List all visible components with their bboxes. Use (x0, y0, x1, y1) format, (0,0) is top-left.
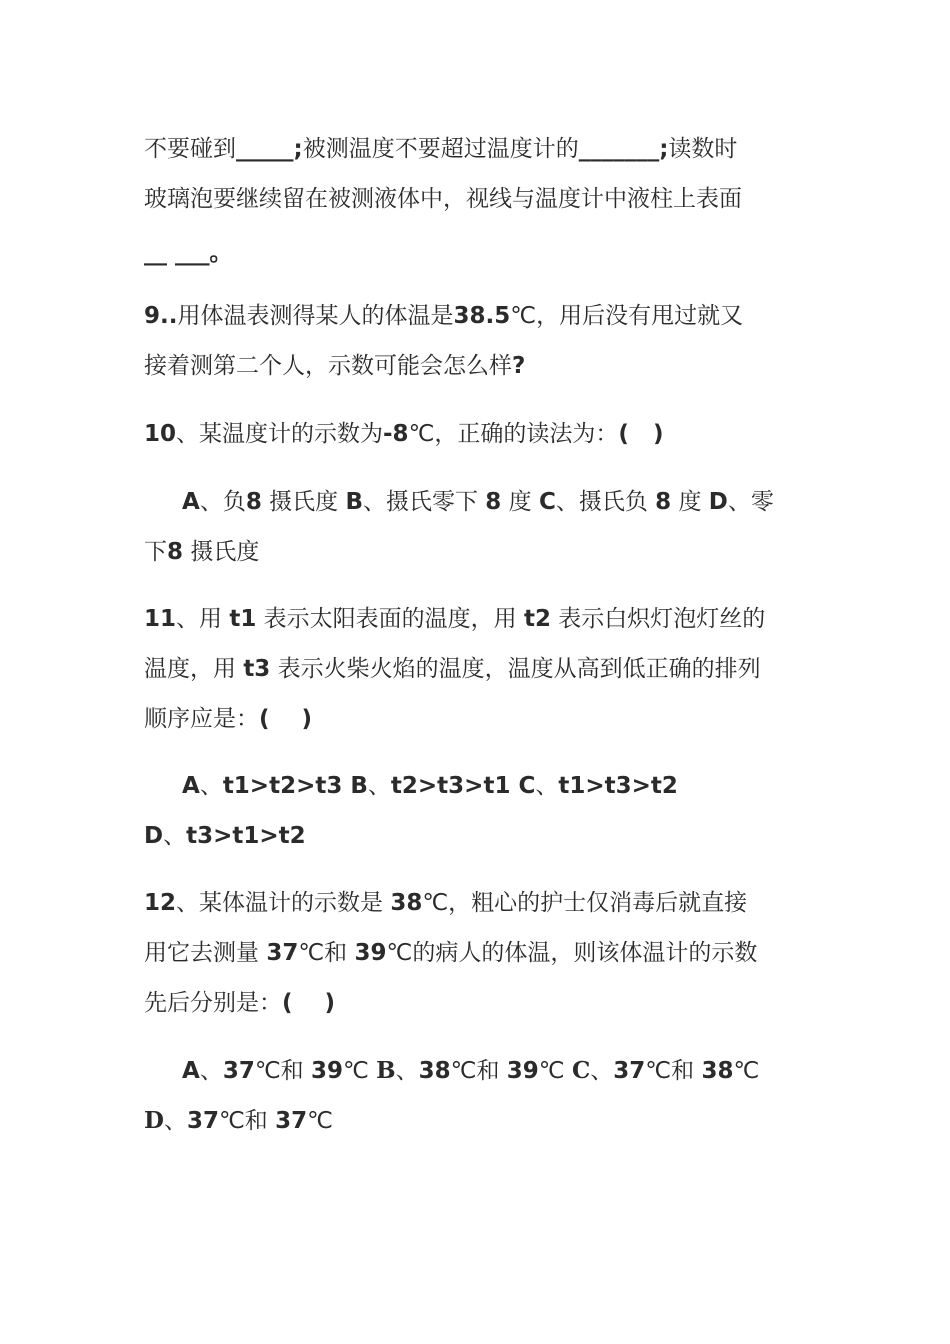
value: 37 (613, 1058, 646, 1084)
q8-line-3: __ ___。 (144, 240, 233, 266)
value: 39 (310, 1058, 343, 1084)
q10-stem (144, 419, 814, 449)
text: 、摄氏零下 (362, 489, 478, 515)
option-d-letter: D (708, 489, 728, 515)
text: ℃，正确的读法为： (408, 421, 619, 447)
option-a-letter: A (182, 773, 200, 799)
question-number: 12 (144, 890, 177, 916)
text: 接着测第二个人，示数可能会怎么样 (144, 353, 512, 379)
option-b-value: t2>t3>t1 (390, 773, 511, 799)
value: 8 (167, 539, 184, 565)
q9-line-2 (144, 351, 814, 381)
text: 表示火柴火焰的温度，温度从高到低正确的排列 (277, 656, 761, 682)
text: 、 (199, 1058, 223, 1084)
option-a-letter: A (182, 1058, 200, 1084)
value: 37 (266, 940, 299, 966)
text: 摄氏度 (190, 539, 260, 565)
q11-options-1 (182, 771, 814, 801)
value: -8 (383, 421, 409, 447)
q12-options-1 (182, 1056, 814, 1086)
q8-line-1 (144, 134, 814, 164)
text: 表示太阳表面的温度，用 (263, 606, 517, 632)
value: 38.5 (453, 303, 511, 329)
option-d-value: t3>t1>t2 (186, 823, 306, 849)
value: 8 (245, 489, 262, 515)
option-b-letter: B (376, 1057, 396, 1084)
text: 、摄氏负 (555, 489, 648, 515)
text: 、 (535, 773, 559, 799)
q12-line-3 (144, 988, 814, 1018)
blank: _____; (236, 136, 303, 162)
text: ℃和 (298, 940, 348, 966)
value: t2 (523, 606, 551, 632)
option-c-letter: C (538, 489, 556, 515)
value: t1 (229, 606, 257, 632)
text: ℃，用后没有甩过就又 (510, 303, 744, 329)
text: 、 (163, 823, 187, 849)
text: 被测温度不要超过温度计的 (302, 136, 579, 162)
q11-line-2 (144, 654, 814, 684)
text: 用体温表测得某人的体温是 (177, 303, 454, 329)
question-number: 10 (144, 421, 177, 447)
text: 、 (163, 1108, 187, 1134)
q8-line-2: 玻璃泡要继续留在被测液体中，视线与温度计中液柱上表面 (144, 186, 742, 212)
text: ℃ (733, 1058, 760, 1084)
text: 表示白炽灯泡灯丝的 (558, 606, 766, 632)
value: 38 (418, 1058, 451, 1084)
text: 、负 (199, 489, 246, 515)
q11-options-2 (144, 821, 814, 851)
q12-line-2 (144, 938, 814, 968)
text: 摄氏度 (269, 489, 339, 515)
text: ℃和 (254, 1058, 304, 1084)
value: 38 (701, 1058, 734, 1084)
question-number: 9.. (144, 303, 178, 329)
value: 8 (485, 489, 502, 515)
text: ℃和 (450, 1058, 500, 1084)
text: 先后分别是： (144, 990, 282, 1016)
text: 下 (144, 539, 167, 565)
text: 、某温度计的示数为 (176, 421, 384, 447)
text: 、某体温计的示数是 (176, 890, 384, 916)
text: 、 (395, 1058, 419, 1084)
text: 读数时 (668, 136, 738, 162)
value: 39 (506, 1058, 539, 1084)
value: t3 (243, 656, 271, 682)
answer-parentheses: ( ) (282, 990, 336, 1016)
option-b-letter: B (345, 489, 363, 515)
value: 37 (186, 1108, 219, 1134)
text: 、用 (176, 606, 223, 632)
text: 、零 (727, 489, 774, 515)
q12-line-1 (144, 888, 814, 918)
option-a-value: t1>t2>t3 (222, 773, 343, 799)
option-d-letter: D (144, 823, 164, 849)
text: 度 (678, 489, 702, 515)
text: 不要碰到 (144, 136, 236, 162)
text: 顺序应是： (144, 706, 259, 732)
value: 37 (275, 1108, 308, 1134)
question-number: 11 (144, 606, 177, 632)
text: ℃ (538, 1058, 565, 1084)
q9-line-1 (144, 301, 814, 331)
text: ℃和 (218, 1108, 268, 1134)
q11-line-1 (144, 604, 814, 634)
option-b-letter: B (350, 773, 368, 799)
text: ℃的病人的体温，则该体温计的示数 (386, 940, 758, 966)
value: 8 (655, 489, 672, 515)
q11-line-3 (144, 704, 814, 734)
text: ℃，粗心的护士仅消毒后就直接 (422, 890, 748, 916)
q12-options-2 (144, 1106, 814, 1136)
value: 38 (390, 890, 423, 916)
text: ℃ (307, 1108, 333, 1134)
text: ℃ (343, 1058, 369, 1084)
option-d-letter: D (144, 1107, 164, 1134)
text: 用它去测量 (144, 940, 259, 966)
option-c-value: t1>t3>t2 (558, 773, 678, 799)
q10-options-1 (182, 487, 814, 517)
text: 度 (508, 489, 532, 515)
q10-options-2 (144, 537, 814, 567)
answer-parentheses: ( ) (618, 421, 664, 447)
answer-parentheses: ( ) (259, 706, 313, 732)
text: 、 (199, 773, 223, 799)
text: 、 (367, 773, 391, 799)
value: 39 (354, 940, 387, 966)
text: 、 (590, 1058, 614, 1084)
value: 37 (222, 1058, 255, 1084)
text: 温度，用 (144, 656, 236, 682)
option-c-letter: C (518, 773, 536, 799)
blank: _______; (578, 136, 669, 162)
option-c-letter: C (571, 1057, 591, 1084)
option-a-letter: A (182, 489, 200, 515)
question-mark: ? (512, 353, 526, 379)
text: ℃和 (645, 1058, 695, 1084)
